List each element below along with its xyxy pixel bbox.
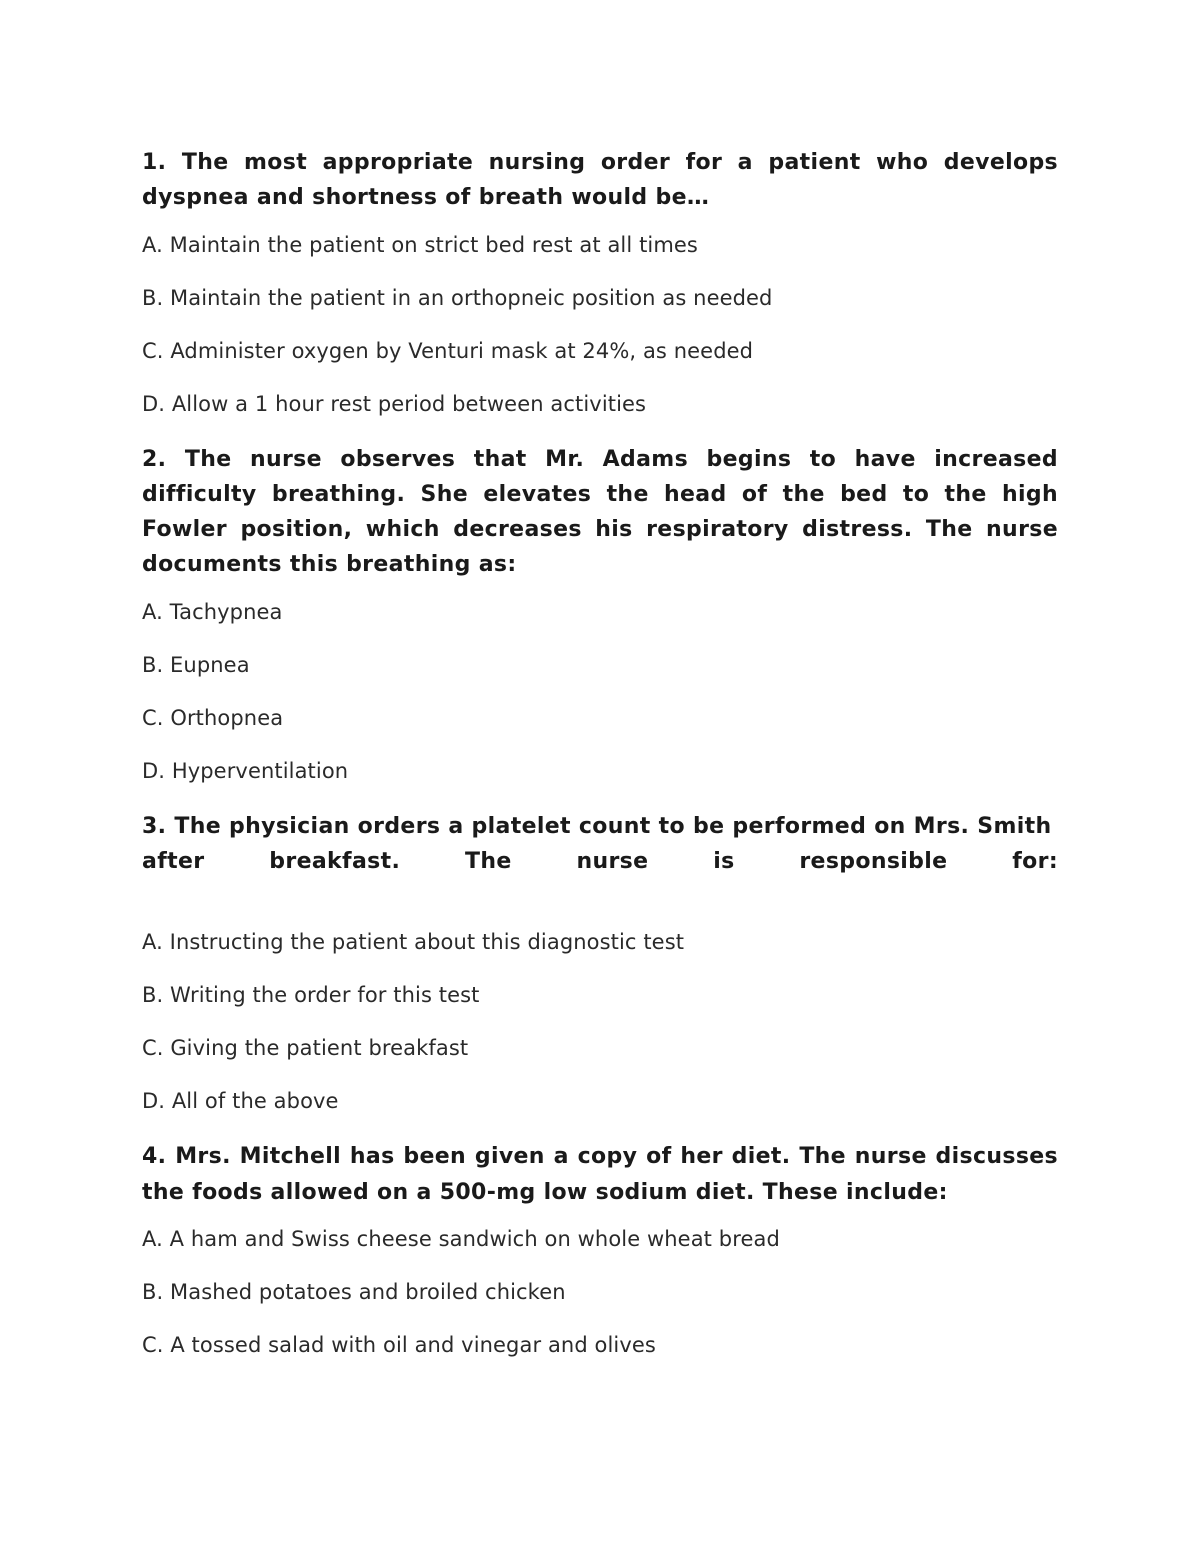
question-2-option-a: A. Tachypnea — [142, 599, 283, 624]
question-3-stem-line-1: 3. The physician orders a platelet count to be performed on Mrs. Smith — [142, 813, 1052, 839]
question-4-option-c: C. A tossed salad with oil and vinegar and olives — [142, 1332, 656, 1357]
question-4-stem: 4. Mrs. Mitchell has been given a copy of her diet. The nurse discusses the foods allowed on a 500-mg low sodium diet. These include: — [142, 1144, 1058, 1205]
question-3-option-d: D. All of the above — [142, 1089, 339, 1114]
question-2-option-b: B. Eupnea — [142, 652, 250, 677]
question-4-option-a: A. A ham and Swiss cheese sandwich on whole wheat bread — [142, 1226, 780, 1251]
question-2-option-d: D. Hyperventilation — [142, 758, 349, 783]
question-1-option-b: B. Maintain the patient in an orthopneic position as needed — [142, 285, 773, 310]
question-3-option-a: A. Instructing the patient about this diagnostic test — [142, 930, 685, 955]
question-1-option-c: C. Administer oxygen by Venturi mask at 24%, as needed — [142, 338, 754, 363]
question-1-option-a: A. Maintain the patient on strict bed rest at all times — [142, 232, 698, 257]
question-3-stem — [142, 809, 1058, 880]
document-page — [142, 145, 1058, 1383]
question-1-stem: 1. The most appropriate nursing order for a patient who develops dyspnea and shortness of breath would be… — [142, 150, 1058, 211]
question-1-option-d: D. Allow a 1 hour rest period between activities — [142, 391, 647, 416]
question-3-option-b: B. Writing the order for this test — [142, 983, 480, 1008]
question-3-option-c: C. Giving the patient breakfast — [142, 1036, 469, 1061]
question-2-stem: 2. The nurse observes that Mr. Adams begins to have increased difficulty breathing. She elevates the head of the bed to the high Fowler position, which decreases his respiratory distress. The nurse documents this breathing as: — [142, 446, 1058, 578]
question-2-option-c: C. Orthopnea — [142, 705, 284, 730]
question-3-stem-line-2: after breakfast. The nurse is responsible for: — [142, 849, 1058, 875]
question-4-option-b: B. Mashed potatoes and broiled chicken — [142, 1279, 566, 1304]
